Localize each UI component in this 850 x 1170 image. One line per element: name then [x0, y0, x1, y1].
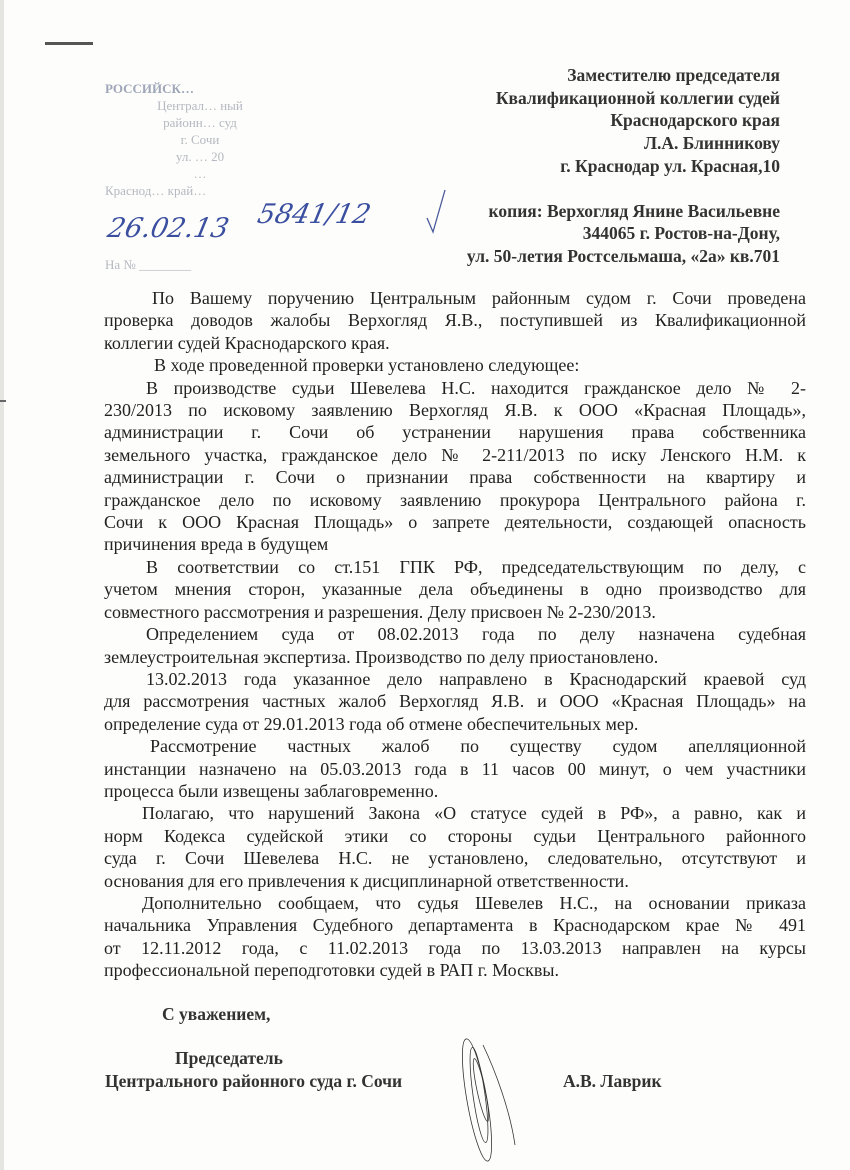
body-line: В ходе проведенной проверки установлено следующее: — [154, 355, 580, 376]
body-line: Дополнительно сообщаем, что судья Шевелев Н.С., на основании приказа — [142, 892, 806, 913]
stamp-line: Краснод… край… — [105, 183, 207, 198]
body-paragraph — [104, 556, 806, 623]
body-line: суда г. Сочи Шевелева Н.С. не установлено, следовательно, отсутствуют и — [104, 848, 806, 869]
handwritten-number: 5841/12 — [254, 199, 374, 230]
body-line: профессиональной переподготовки судей в РАП г. Москвы. — [104, 960, 559, 981]
body-line: основания для его привлечения к дисциплинарной ответственности. — [104, 870, 629, 891]
recipient-line: Краснодарского края — [610, 110, 780, 131]
body-paragraph — [104, 802, 806, 892]
handwritten-check-mark-icon — [425, 188, 449, 238]
copy-line: ул. 50-летия Ростсельмаша, «2а» кв.701 — [466, 245, 780, 266]
body-line: земельного участка, гражданское дело № 2-211/2013 по иску Ленского Н.М. к — [104, 444, 806, 465]
body-paragraph — [104, 892, 806, 982]
body-line: Сочи к ООО Красная Площадь» о запрете деятельности, создающей опасность — [104, 512, 806, 533]
body-line: землеустроительная экспертиза. Производство по делу приостановлено. — [104, 646, 659, 667]
copy-line: 344065 г. Ростов-на-Дону, — [582, 223, 780, 244]
stamp-line: г. Сочи — [180, 132, 220, 147]
body-line: причинения вреда в будущем — [104, 534, 329, 555]
stamp-line: районн… суд — [163, 115, 237, 130]
body-line: норм Кодекса судейской этики со стороны судьи Центрального районного — [104, 825, 806, 846]
copy-line: копия: Верхогляд Янине Васильевне — [488, 200, 780, 221]
body-line: инстанции назначено на 05.03.2013 года в 11 часов 00 минут, о чем участники — [104, 758, 806, 779]
body-paragraph — [104, 354, 806, 376]
stamp-line: Централ… ный — [157, 98, 243, 113]
body-line: коллегии судей Краснодарского края. — [104, 332, 390, 353]
letter-body — [104, 287, 806, 982]
body-line: учетом мнения сторон, указанные дела объединены в одно производство для — [104, 579, 806, 600]
body-line: Рассмотрение частных жалоб по существу судом апелляционной — [150, 736, 806, 757]
body-line: определение суда от 29.01.2013 года об отмене обеспечительных мер. — [104, 713, 639, 734]
signer-court: Центрального районного суда г. Сочи — [105, 1071, 403, 1091]
body-line: проверка доводов жалобы Верхогляд Я.В., поступившей из Квалификационной — [104, 310, 806, 331]
body-line: 230/2013 по исковому заявлению Верхогляд Я.В. к ООО «Красная Площадь», — [104, 400, 806, 421]
body-line: для рассмотрения частных жалоб Верхогляд Я.В. и ООО «Красная Площадь» на — [104, 691, 806, 712]
scan-margin-mark — [0, 400, 6, 402]
body-line: Полагаю, что нарушений Закона «О статусе судей в РФ», а равно, как и — [142, 803, 806, 824]
stamp-line: ул. … 20 — [175, 149, 225, 164]
body-paragraph — [104, 287, 806, 354]
court-stamp — [105, 80, 295, 199]
body-line: администрации г. Сочи об устранении нарушения права собственника — [104, 422, 806, 443]
recipient-line: Квалификационной коллегии судей — [495, 87, 780, 108]
body-line: совместного рассмотрения и разрешения. Делу присвоен № 2-230/2013. — [104, 601, 656, 622]
stamp-line: … — [193, 166, 207, 181]
body-line: от 12.11.2012 года, с 11.02.2013 года по 13.03.2013 направлен на курсы — [104, 937, 806, 958]
recipient-line: Л.А. Блинникову — [643, 133, 780, 154]
body-line: администрации г. Сочи о признании права собственности на квартиру и — [104, 467, 806, 488]
body-line: начальника Управления Судебного департамента в Краснодарском крае № 491 — [104, 915, 806, 936]
handwritten-signature — [455, 1030, 525, 1170]
body-line: 13.02.2013 года указанное дело направлено в Краснодарский краевой суд — [146, 668, 806, 689]
body-paragraph — [104, 623, 806, 668]
scan-edge — [0, 0, 4, 1170]
scan-dash-mark — [45, 42, 93, 45]
signer-name: А.В. Лаврик — [563, 1071, 662, 1091]
stamp-ref-line: На № ________ — [105, 257, 192, 272]
body-line: процесса были извещены заблаговременно. — [104, 780, 439, 801]
body-paragraph — [104, 735, 806, 802]
body-paragraph — [104, 377, 806, 556]
body-paragraph — [104, 668, 806, 735]
closing-regards: С уважением, — [162, 1004, 271, 1024]
signer-position: Председатель — [175, 1048, 283, 1068]
body-line: Определением суда от 08.02.2013 года по делу назначена судебная — [146, 624, 806, 645]
body-line: В производстве судьи Шевелева Н.С. находится гражданское дело № 2- — [146, 377, 806, 398]
recipient-line: г. Краснодар ул. Красная,10 — [560, 155, 780, 176]
body-line: В соответствии со ст.151 ГПК РФ, председательствующим по делу, с — [146, 556, 806, 577]
stamp-line: РОССИЙСК… — [105, 81, 194, 96]
handwritten-date: 26.02.13 — [104, 213, 232, 244]
recipient-block — [467, 64, 780, 268]
body-line: гражданское дело по исковому заявлению прокурора Центрального района г. — [104, 489, 806, 510]
stamp-ref-label: На № — [105, 257, 136, 272]
body-line: По Вашему поручению Центральным районным судом г. Сочи проведена — [152, 288, 806, 308]
recipient-line: Заместителю председателя — [567, 65, 780, 85]
